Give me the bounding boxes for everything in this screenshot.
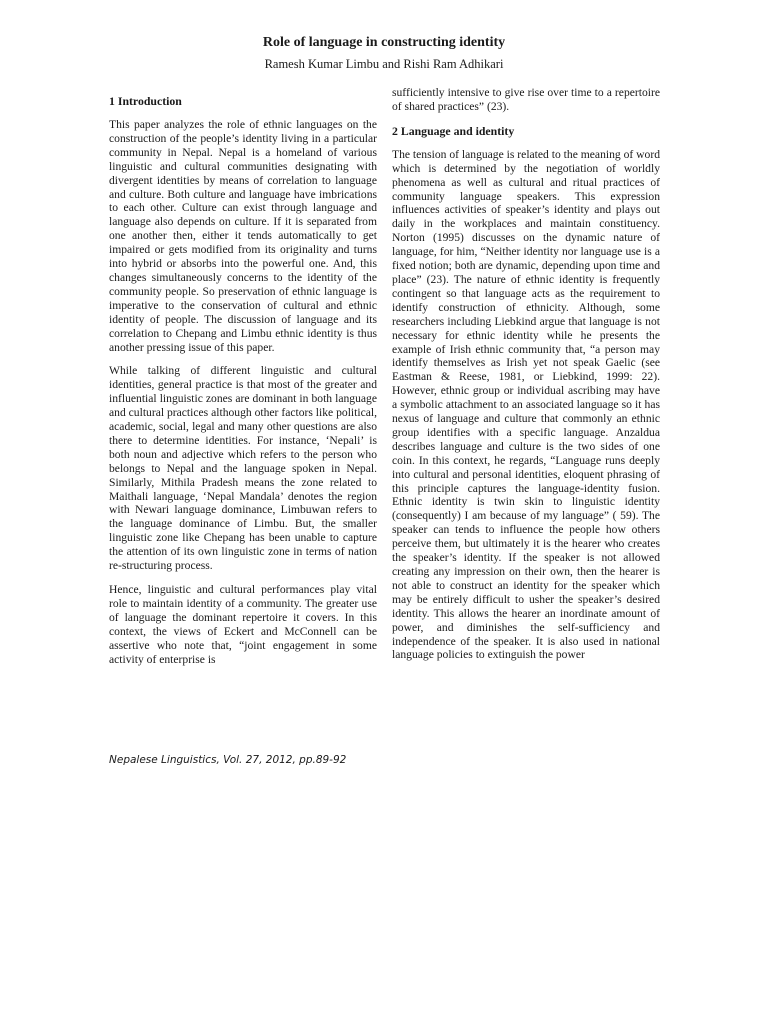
section-heading-introduction: 1 Introduction [109,94,182,108]
section-heading-language-identity: 2 Language and identity [392,123,515,138]
right-column [392,86,660,672]
journal-citation: Nepalese Linguistics, Vol. 27, 2012, pp.89-92 [109,754,347,766]
intro-paragraph-1: This paper analyzes the role of ethnic languages on the construction of the people’s identity living in a particular community in Nepal. Nepal is a homeland of various linguistic and cultural communities designating with divergent identities by means of correlation to language and culture. Both culture and language have imbrications to each other. Culture can exist through language and language also depends on culture. If it is separated from one another then, either it tends automatically to get impaired or gets modified from its originality and turns into hybrid or absorbs into the powerful one. And, this changes simultaneously concerns to the identity of the community people. So preservation of ethnic language is imperative to the conservation of cultural and ethnic identity of people. The discussion of language and its correlation to Chepang and Limbu ethnic identity is thus another pressing issue of this paper. [109,118,377,354]
intro-continuation: sufficiently intensive to give rise over time to a repertoire of shared practices” (23). [392,86,660,113]
left-column [109,86,377,676]
intro-paragraph-2: While talking of different linguistic and cultural identities, general practice is that most of the greater and influential linguistic zones are dominant in both language and cultural practices although other factors like political, academic, social, legal and many other questions are also there to determine identities. For instance, ‘Nepali’ is both noun and adjective which refers to the person who belongs to Nepal and the language spoken in Nepal. Similarly, Mithila Pradesh means the zone related to Maithali language, ‘Nepal Mandala’ denotes the region with Newari language dominance, Limbuwan refers to the language dominance of Limbu. But, the smaller linguistic zone like Chepang has been unable to capture the attention of its own linguistic zone in terms of nation re-structuring process. [109,364,377,573]
paper-authors: Ramesh Kumar Limbu and Rishi Ram Adhikari [264,57,504,71]
paper-title: Role of language in constructing identity [262,35,506,50]
language-identity-paragraph: The tension of language is related to the meaning of word which is determined by the negotiation of worldly phenomena as well as cultural and ritual practices of community language speakers. This expression influences activities of speaker’s identity and plays out daily in the workplaces and maintain constituency. Norton (1995) discusses on the dynamic nature of language, for him, “Neither identity nor language use is a fixed notion; both are dynamic, depending upon time and place” (23). The nature of ethnic identity is frequently contingent so that language acts as the requirement to identify construction of ethnicity. Although, some researchers including Liebkind argue that language is not necessary for ethnic identity while he presents the example of Irish ethnic community that, “a person may identify themselves as Irish yet not speak Gaelic (see Eastman & Reese, 1981, or Liebkind, 1999: 22). However, ethnic group or individual ascribing may have a symbolic attachment to an associated language so it has nexus of language and culture that commonly an ethnic group identifies with a specific language. Anzaldua describes language and culture is the two sides of one coin. In this context, he regards, “Language runs deeply into cultural and personal identities, eloquent phrasing of this principle captures the language-identity fusion. Ethnic identity is twin skin to linguistic identity (consequently) I am because of my language” ( 59). The speaker can tends to influence the people how others perceive them, but ultimately it is the hearer who creates the speaker’s identity. If the speaker is not allowed creating any impression on their own, then the hearer is not able to construct an identity for the speaker which may be entirely difficult to usher the speaker’s desired identity. This allows the hearer an inordinate amount of power, and diminishes the self-sufficiency and independence of the speaker. It is also used in national language policies to extinguish the power [392,147,660,662]
intro-paragraph-3: Hence, linguistic and cultural performances play vital role to maintain identity of a community. The greater use of language the dominant repertoire it covers. In this context, the views of Eckert and McConnell can be assertive who note that, “joint engagement in some activity of enterprise is [109,583,377,666]
